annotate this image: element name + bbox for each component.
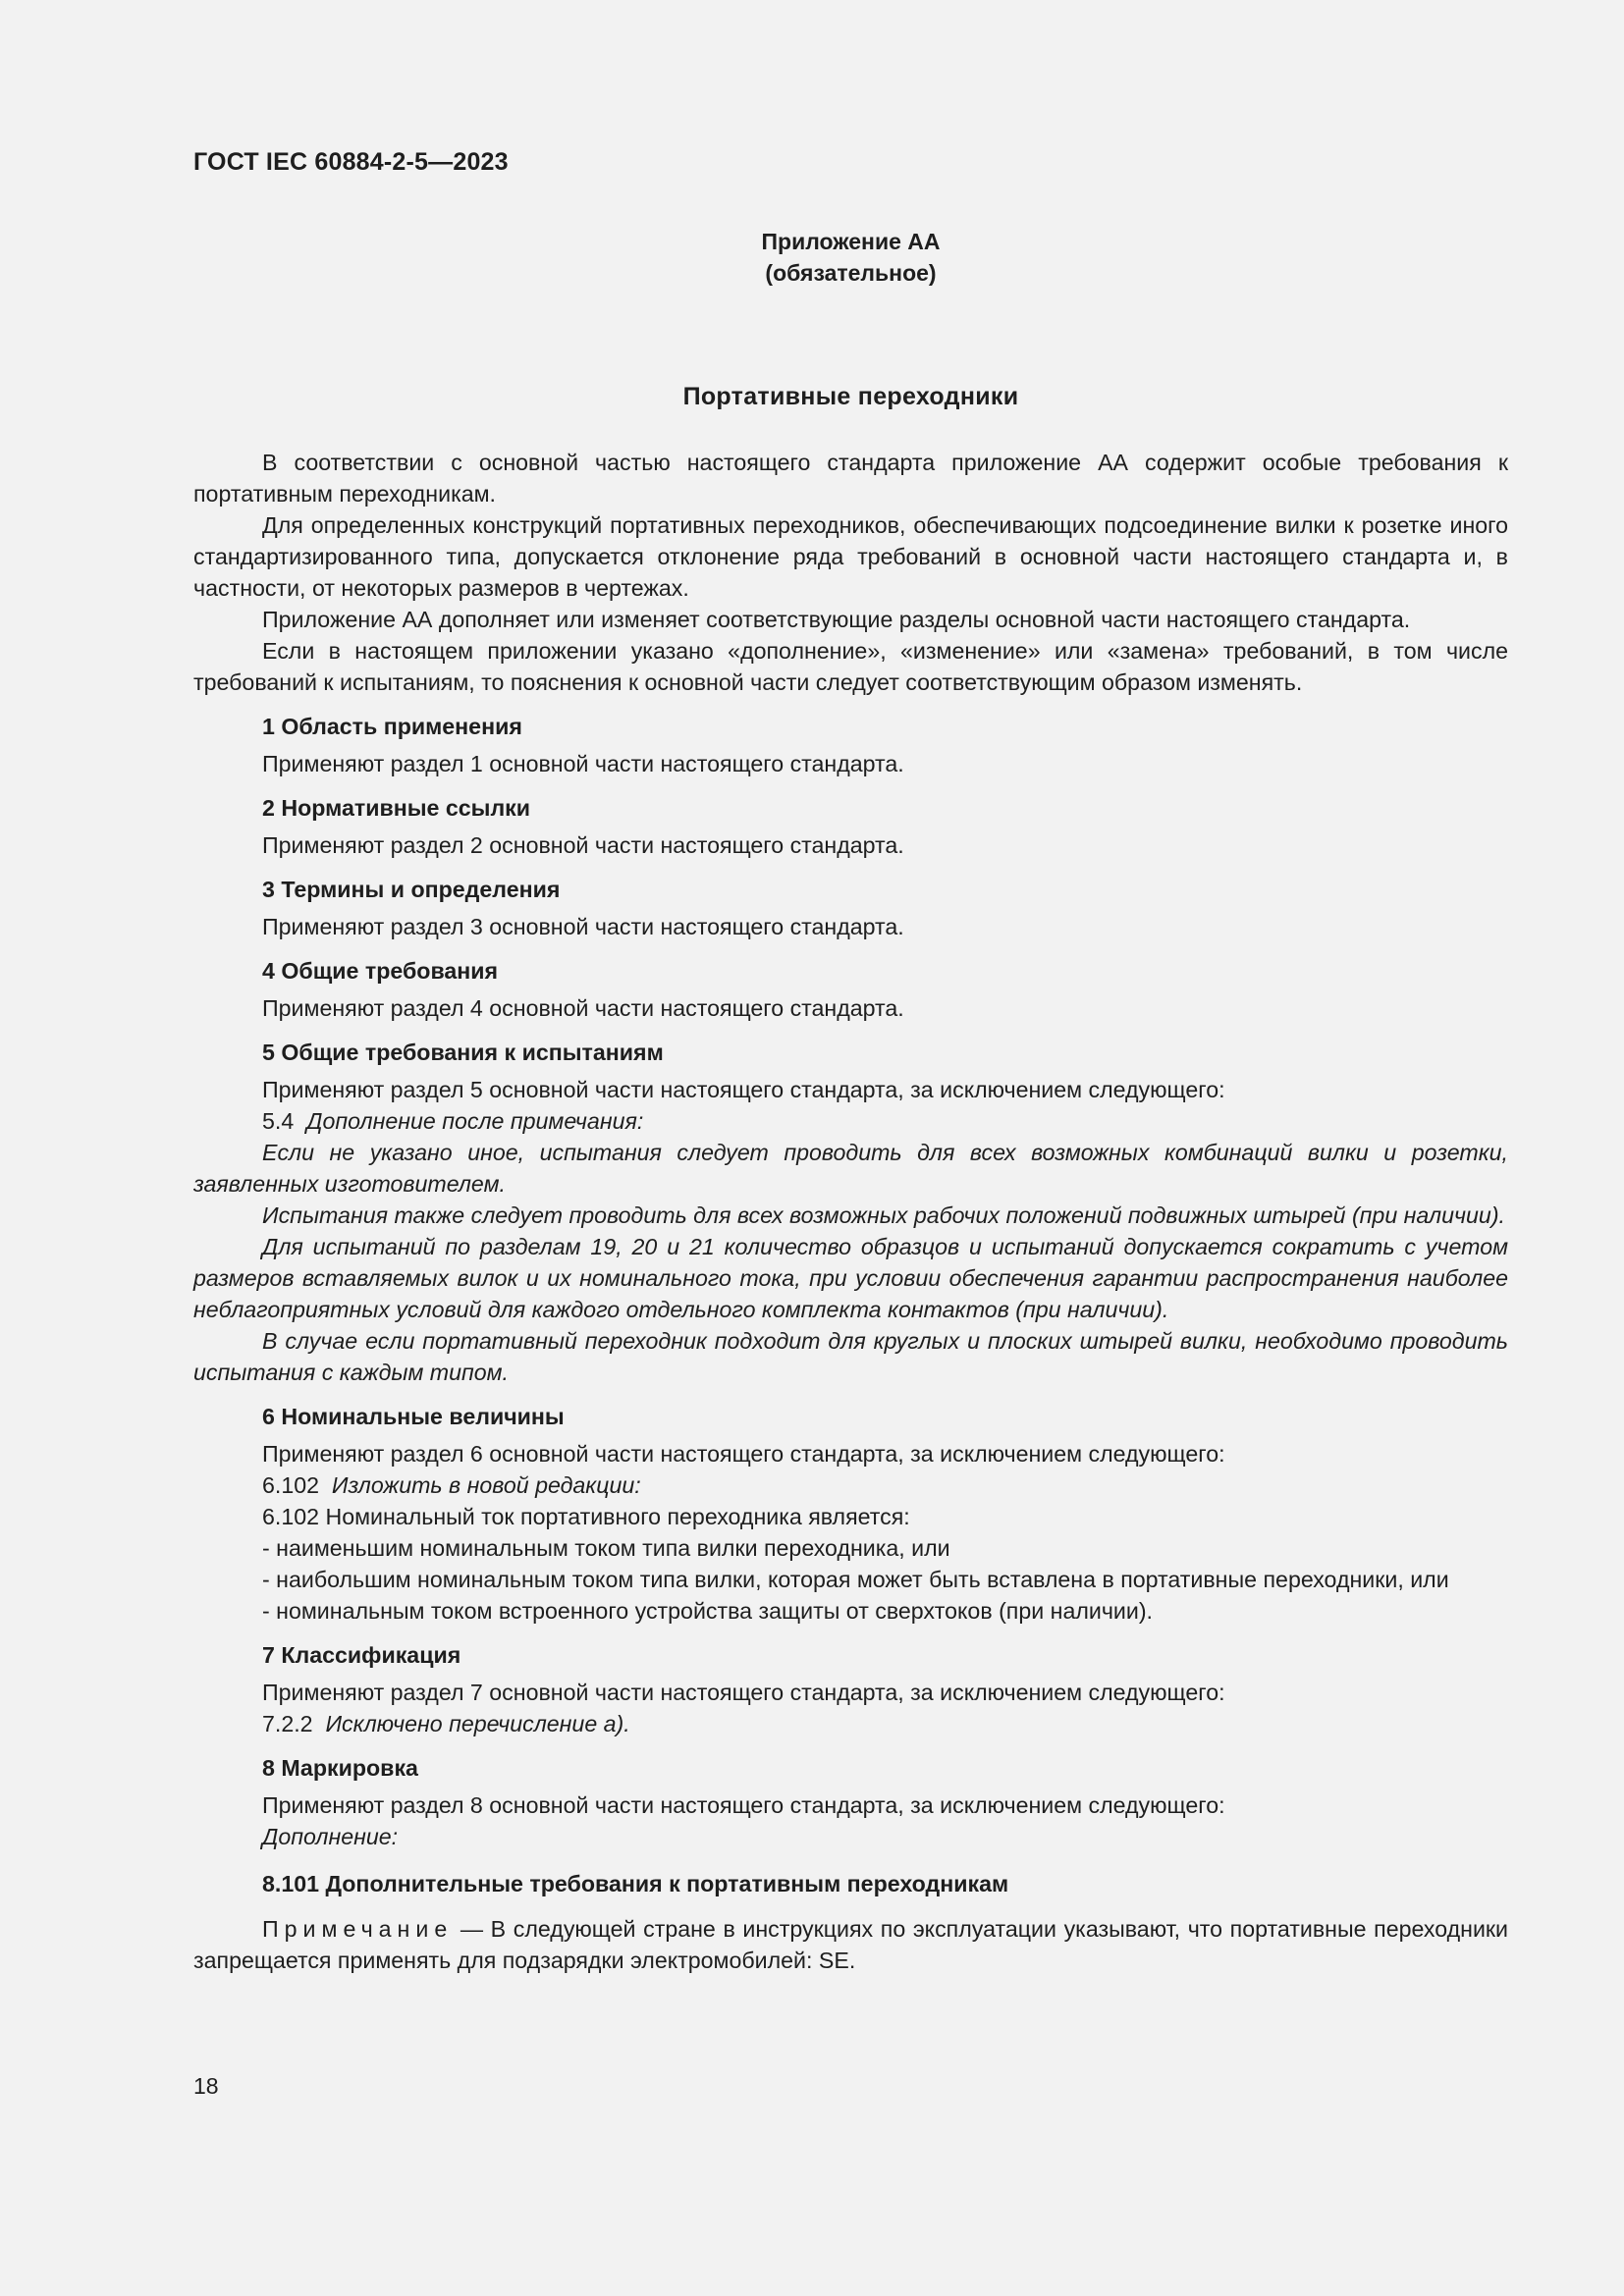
italic-paragraph: Для испытаний по разделам 19, 20 и 21 количество образцов и испытаний допускается сократить с учетом размеров вставляемых вилок и их номинального тока, при условии обеспечения гарантии распространения наиболее неблагоприятных условий для каждого отдельного комплекта контактов (при наличии). (193, 1234, 1508, 1322)
section-text: Применяют раздел 6 основной части настоящего стандарта, за исключением следующего: (262, 1441, 1225, 1467)
section-text: Применяют раздел 7 основной части настоящего стандарта, за исключением следующего: (262, 1680, 1225, 1705)
italic-paragraph: В случае если портативный переходник подходит для круглых и плоских штырей вилки, необходимо проводить испытания с каждым типом. (193, 1328, 1508, 1385)
subclause-label: Изложить в новой редакции: (331, 1472, 641, 1498)
appendix-heading (0, 226, 1624, 289)
appendix-title: Портативные переходники (682, 383, 1019, 410)
list-item: - наибольшим номинальным током типа вилки, которая может быть вставлена в портативные переходники, или (262, 1567, 1449, 1592)
intro-paragraph: В соответствии с основной частью настоящего стандарта приложение АА содержит особые требования к портативным переходникам. (193, 450, 1508, 507)
section-heading: 1 Область применения (262, 714, 522, 739)
section-heading: 4 Общие требования (262, 958, 499, 984)
appendix-status: (обязательное) (765, 260, 937, 286)
italic-paragraph: Испытания также следует проводить для всех возможных рабочих положений подвижных штырей (при наличии). (262, 1202, 1505, 1228)
section-heading: 5 Общие требования к испытаниям (262, 1040, 664, 1065)
note-label: Примечание (262, 1916, 454, 1942)
document-body (193, 447, 1508, 1976)
section-text: Применяют раздел 2 основной части настоящего стандарта. (262, 832, 904, 858)
section-heading: 8 Маркировка (262, 1755, 418, 1781)
list-item: - наименьшим номинальным током типа вилки переходника, или (262, 1535, 950, 1561)
section-heading: 6 Номинальные величины (262, 1404, 565, 1429)
subsection-heading: 8.101 Дополнительные требования к портативным переходникам (262, 1871, 1009, 1896)
subclause-label: Исключено перечисление а). (325, 1711, 630, 1736)
subclause-number: 6.102 (262, 1472, 320, 1498)
section-text: Применяют раздел 5 основной части настоящего стандарта, за исключением следующего: (262, 1077, 1225, 1102)
section-text: Применяют раздел 1 основной части настоящего стандарта. (262, 751, 904, 776)
note (193, 1913, 1508, 1976)
subclause-number: 7.2.2 (262, 1711, 313, 1736)
italic-paragraph: Если не указано иное, испытания следует проводить для всех возможных комбинаций вилки и розетки, заявленных изготовителем. (193, 1140, 1508, 1197)
addition-label: Дополнение: (262, 1824, 399, 1849)
intro-paragraph: Если в настоящем приложении указано «дополнение», «изменение» или «замена» требований, в том числе требований к испытаниям, то пояснения к основной части следует соответствующим образом изменять. (193, 638, 1508, 695)
subclause-label: Дополнение после примечания: (306, 1108, 644, 1134)
section-text: Применяют раздел 8 основной части настоящего стандарта, за исключением следующего: (262, 1792, 1225, 1818)
list-item: - номинальным током встроенного устройства защиты от сверхтоков (при наличии). (262, 1598, 1153, 1624)
intro-paragraph: Для определенных конструкций портативных переходников, обеспечивающих подсоединение вилки к розетке иного стандартизированного типа, допускается отклонение ряда требований в основной части настоящего стандарта и, в частности, от некоторых размеров в чертежах. (193, 512, 1508, 601)
section-text: Применяют раздел 3 основной части настоящего стандарта. (262, 914, 904, 939)
subclause-number: 5.4 (262, 1108, 295, 1134)
page-number: 18 (193, 2073, 219, 2099)
intro-paragraph: Приложение АА дополняет или изменяет соответствующие разделы основной части настоящего стандарта. (262, 607, 1411, 632)
note-text: — В следующей стране в инструкциях по эксплуатации указывают, что портативные переходники запрещается применять для подзарядки электромобилей: SE. (193, 1916, 1508, 1973)
subclause-line (193, 1708, 1508, 1739)
section-text: Применяют раздел 4 основной части настоящего стандарта. (262, 995, 904, 1021)
subclause-line (193, 1105, 1508, 1137)
appendix-label: Приложение АА (761, 229, 941, 254)
section-heading: 2 Нормативные ссылки (262, 795, 531, 821)
subclause-text: 6.102 Номинальный ток портативного переходника является: (262, 1504, 910, 1529)
document-code: ГОСТ IEC 60884-2-5—2023 (193, 148, 509, 176)
subclause-line (193, 1469, 1508, 1501)
section-heading: 3 Термины и определения (262, 877, 561, 902)
section-heading: 7 Классификация (262, 1642, 461, 1668)
